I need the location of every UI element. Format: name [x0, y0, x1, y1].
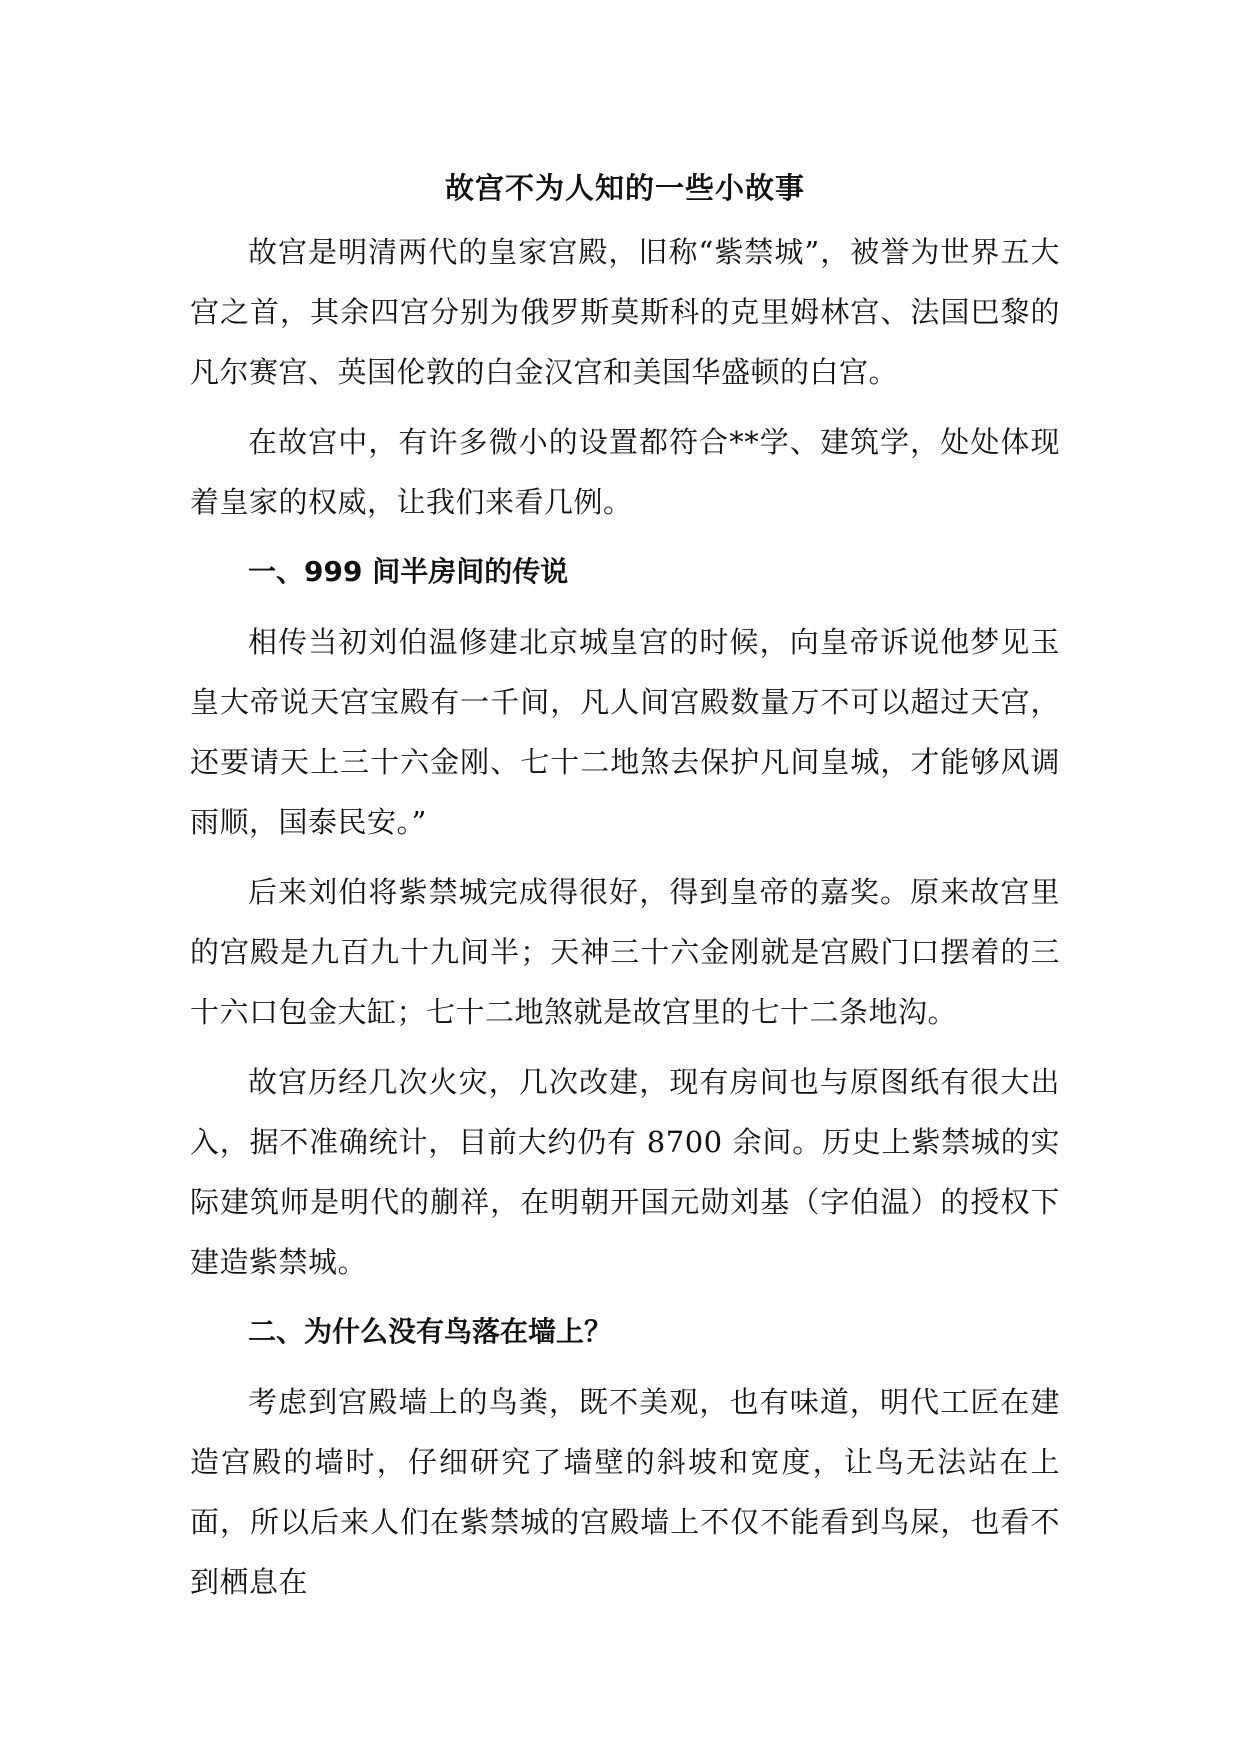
intro-paragraph-1: 故宫是明清两代的皇家宫殿，旧称“紫禁城”，被誉为世界五大宫之首，其余四宫分别为俄罗斯莫斯科的克里姆林宫、法国巴黎的凡尔赛宫、英国伦敦的白金汉宫和美国华盛顿的白宫。: [190, 235, 1060, 389]
section-1-paragraph-1: 相传当初刘伯温修建北京城皇宫的时候，向皇帝诉说他梦见玉皇大帝说天宫宝殿有一千间，凡人间宫殿数量万不可以超过天宫，还要请天上三十六金刚、七十二地煞去保护凡间皇城，才能够风调雨顺，国泰民安。”: [190, 625, 1060, 839]
section-2-paragraph-1: 考虑到宫殿墙上的鸟粪，既不美观，也有味道，明代工匠在建造宫殿的墙时，仔细研究了墙壁的斜坡和宽度，让鸟无法站在上面，所以后来人们在紫禁城的宫殿墙上不仅不能看到鸟屎，也看不到栖息在: [190, 1385, 1060, 1599]
intro-paragraph-2: 在故宫中，有许多微小的设置都符合**学、建筑学，处处体现着皇家的权威，让我们来看几例。: [190, 425, 1060, 519]
section-1-paragraph-2: 后来刘伯将紫禁城完成得很好，得到皇帝的嘉奖。原来故宫里的宫殿是九百九十九间半；天神三十六金刚就是宫殿门口摆着的三十六口包金大缸；七十二地煞就是故宫里的七十二条地沟。: [190, 875, 1060, 1029]
section-2-heading: 二、为什么没有鸟落在墙上？: [248, 1315, 613, 1348]
section-1-paragraph-3: 故宫历经几次火灾，几次改建，现有房间也与原图纸有很大出入，据不准确统计，目前大约仍有 8700 余间。历史上紫禁城的实际建筑师是明代的蒯祥，在明朝开国元勋刘基（字伯温）的授权下建造紫禁城。: [190, 1065, 1060, 1279]
document-title: 故宫不为人知的一些小故事: [444, 171, 805, 205]
document-body: [190, 160, 1060, 1622]
section-1-heading: 一、999 间半房间的传说: [248, 555, 569, 588]
